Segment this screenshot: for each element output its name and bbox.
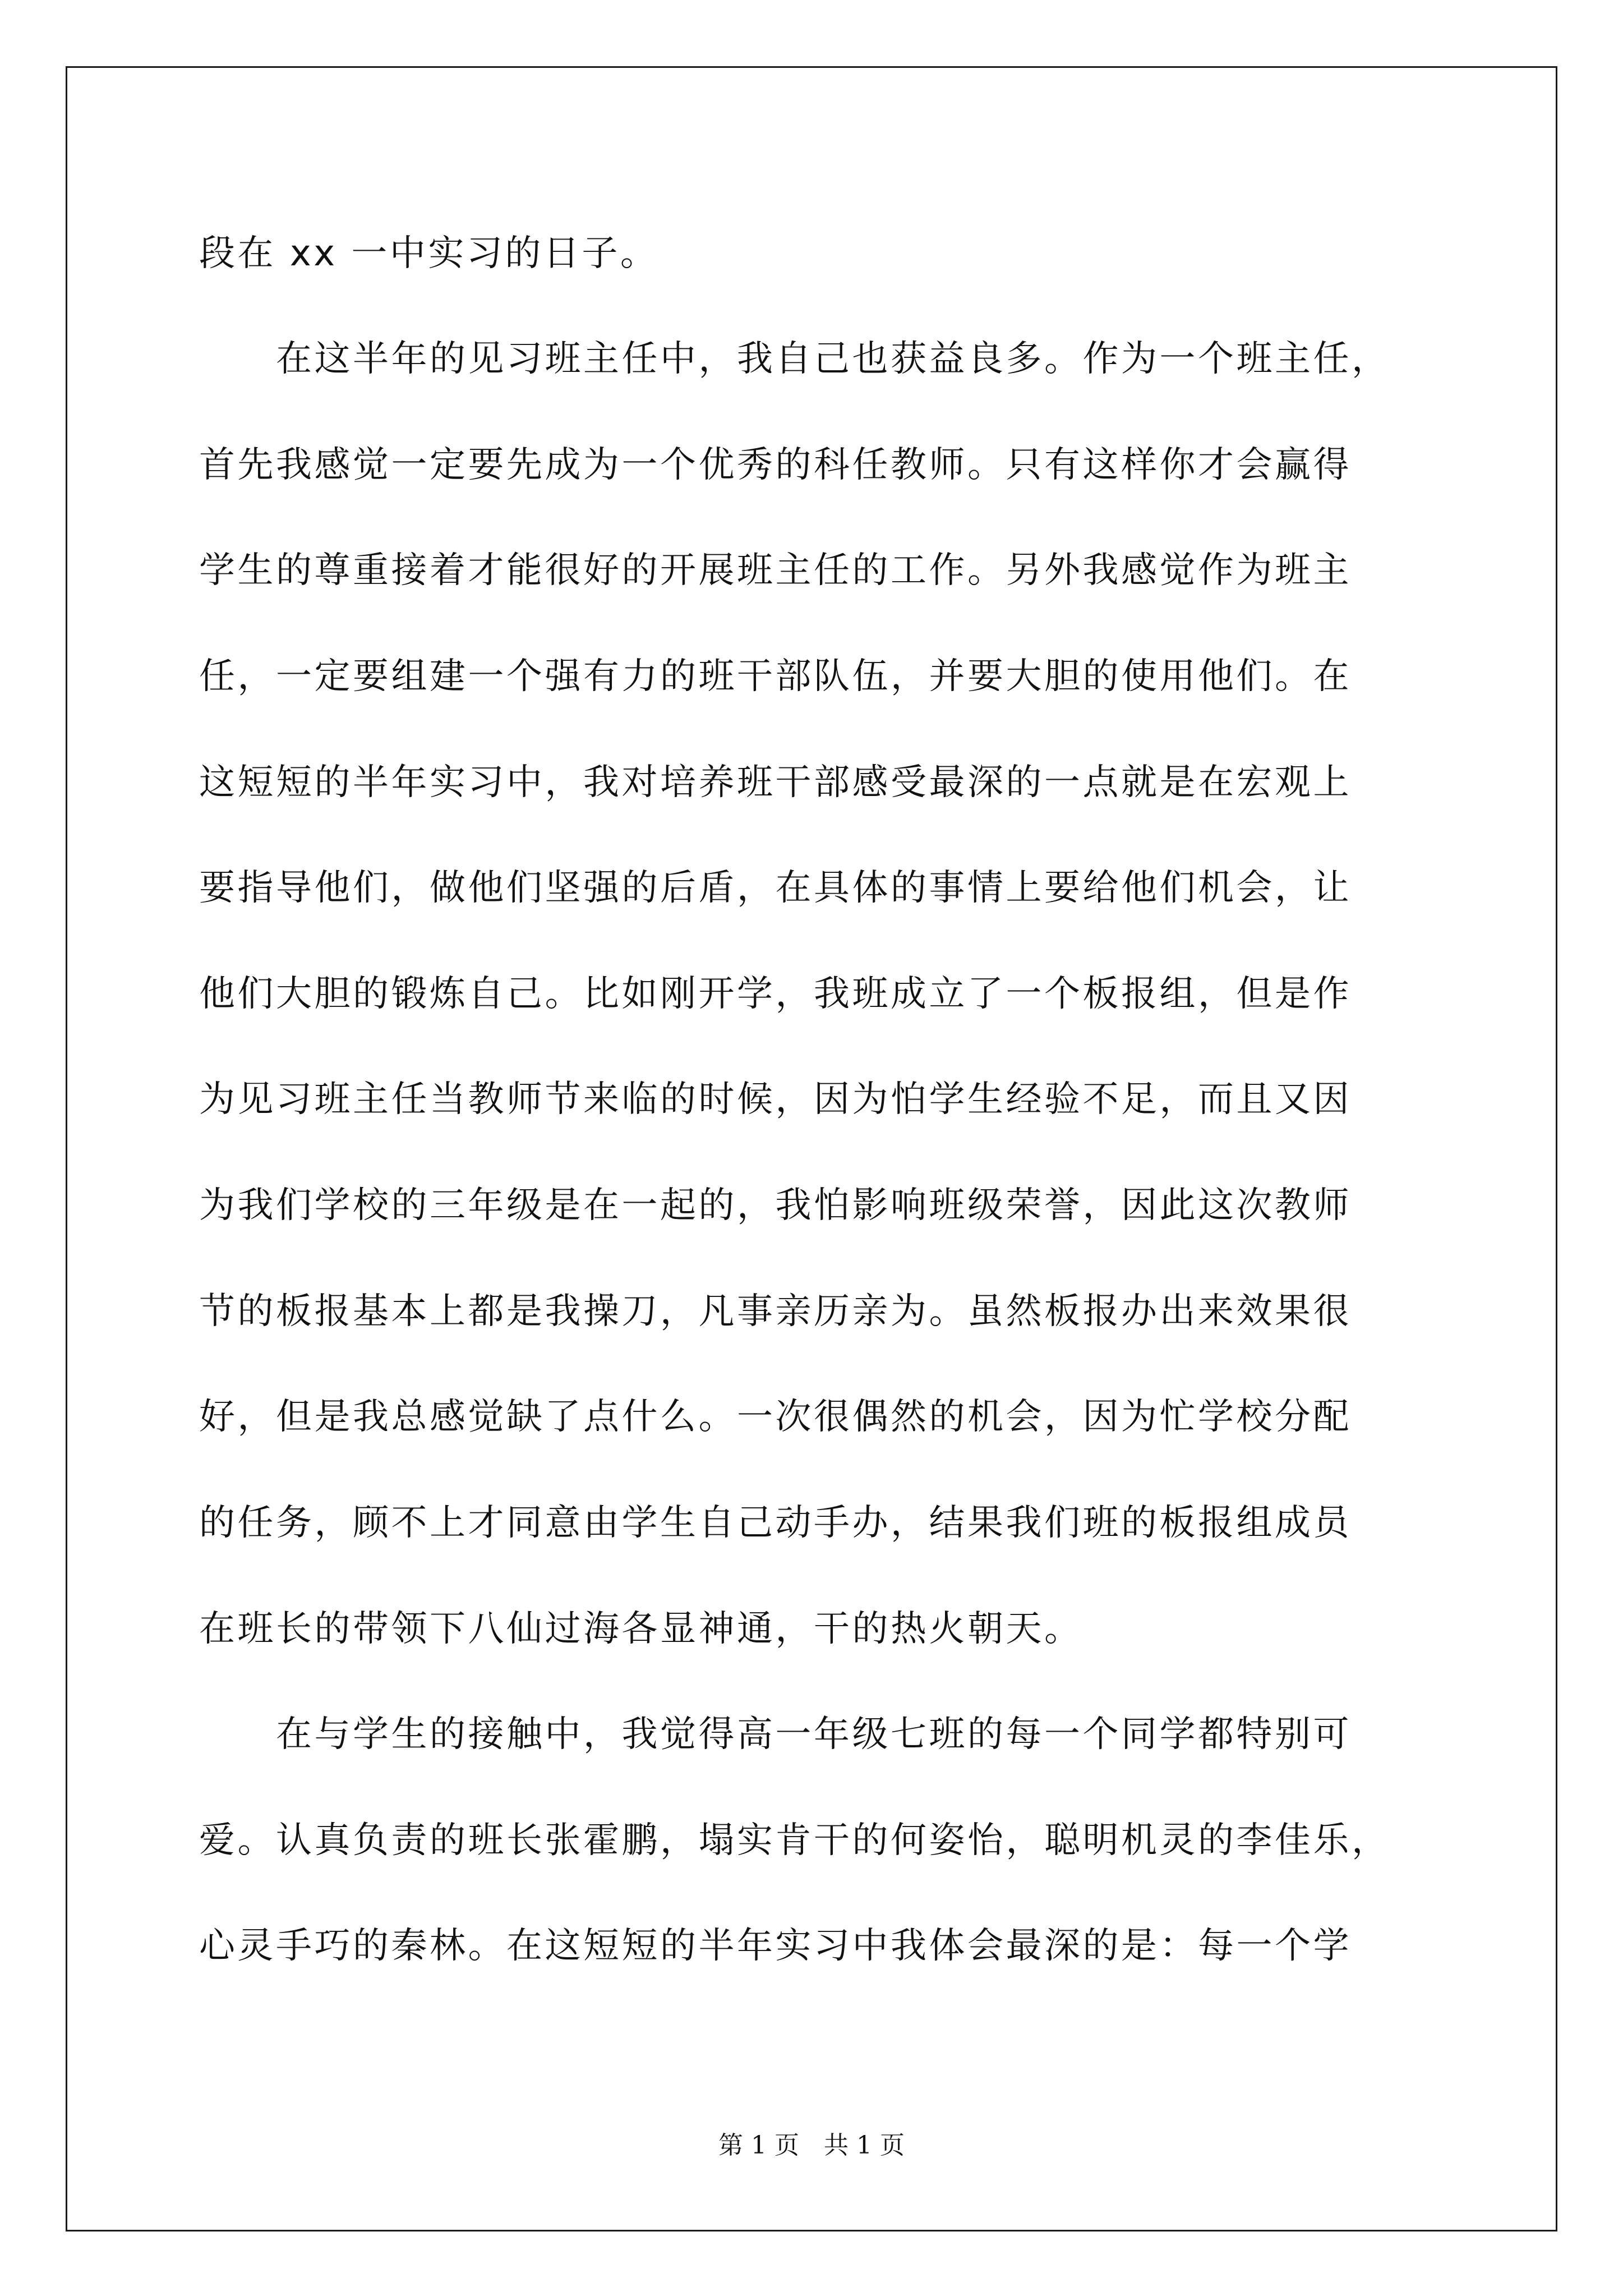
text-line: 在这半年的见习班主任中，我自己也获益良多。作为一个班主任，	[199, 338, 1390, 380]
text-line: 要指导他们，做他们坚强的后盾，在具体的事情上要给他们机会，让	[199, 867, 1352, 909]
text-line: 任，一定要组建一个强有力的班干部队伍，并要大胆的使用他们。在	[199, 656, 1352, 697]
text-line: 在与学生的接触中，我觉得高一年级七班的每一个同学都特别可	[199, 1714, 1352, 1755]
page-border	[66, 66, 1557, 2231]
text-line: 首先我感觉一定要先成为一个优秀的科任教师。只有这样你才会赢得	[199, 444, 1352, 486]
page-footer: 第 1 页 共 1 页	[718, 2131, 905, 2160]
text-line: 这短短的半年实习中，我对培养班干部感受最深的一点就是在宏观上	[199, 762, 1352, 803]
text-line: 节的板报基本上都是我操刀，凡事亲历亲为。虽然板报办出来效果很	[199, 1291, 1352, 1332]
text-line: 为我们学校的三年级是在一起的，我怕影响班级荣誉，因此这次教师	[199, 1185, 1352, 1226]
text-line: 好，但是我总感觉缺了点什么。一次很偶然的机会，因为忙学校分配	[199, 1396, 1352, 1438]
text-line: 段在 xx 一中实习的日子。	[199, 233, 659, 274]
text-line: 在班长的带领下八仙过海各显神通，干的热火朝天。	[199, 1608, 1083, 1650]
text-line: 心灵手巧的秦林。在这短短的半年实习中我体会最深的是：每一个学	[199, 1925, 1352, 1967]
text-line: 他们大胆的锻炼自己。比如刚开学，我班成立了一个板报组，但是作	[199, 973, 1352, 1015]
text-line: 为见习班主任当教师节来临的时候，因为怕学生经验不足，而且又因	[199, 1079, 1352, 1120]
text-line: 的任务，顾不上才同意由学生自己动手办，结果我们班的板报组成员	[199, 1502, 1352, 1544]
text-line: 爱。认真负责的班长张霍鹏，塌实肯干的何姿怡，聪明机灵的李佳乐，	[199, 1820, 1390, 1861]
text-line: 学生的尊重接着才能很好的开展班主任的工作。另外我感觉作为班主	[199, 550, 1352, 591]
